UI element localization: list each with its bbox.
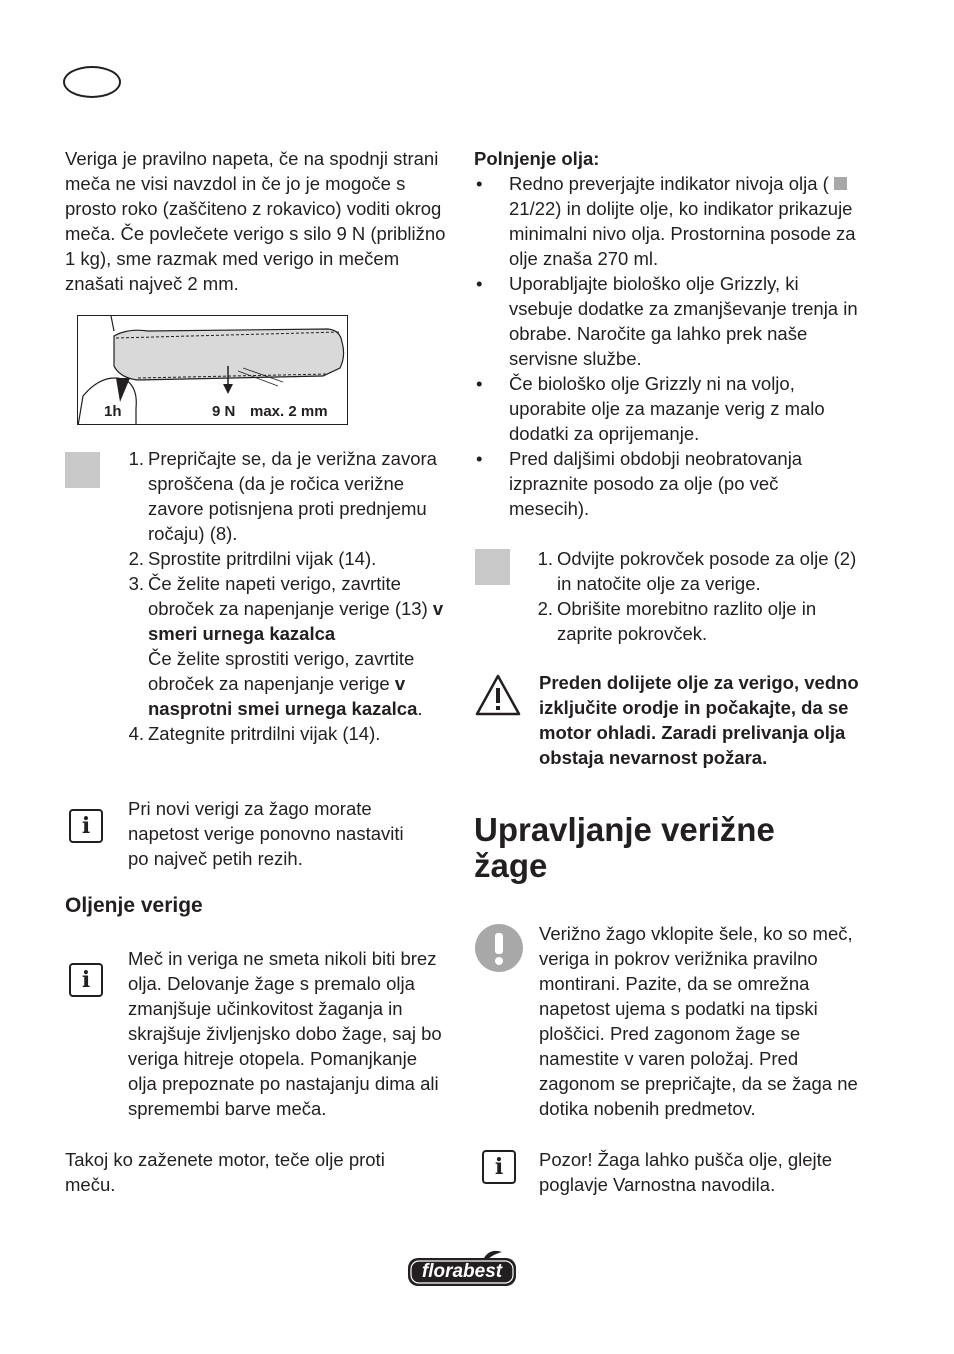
heading-chain-oiling: Oljenje verige [65,894,203,917]
oil-warning: Preden dolijete olje za verigo, vedno izključite orodje in počakajte, da se motor ohladi. Zaradi prelivanja olja obstaja nevarnost požara. [539,672,859,768]
heading-oil-filling: Polnjenje olja: [474,148,600,169]
grey-square-icon [834,177,847,190]
warning-triangle-icon [474,673,522,717]
list-item: • Če biološko olje Grizzly ni na voljo, uporabite olje za mazanje verig z malo dodatki za oprijemanje. [476,373,825,444]
info-icon: i [69,963,103,997]
list-item: 2. Obrišite morebitno razlito olje in zaprite pokrovček. [537,598,817,644]
chain-tension-figure [77,315,348,425]
list-item: 1. Odvijte pokrovček posode za olje (2) in natočite olje za verige. [537,548,857,594]
list-item: 3. Če želite napeti verigo, zavrtite obroček za napenjanje verige (13) v smeri urnega kazalca Če želite sprostiti verigo, zavrtite obroček za napenjanje verige v nasprotni smei urnega kazalca. [128,573,444,719]
oil-leak-info: Pozor! Žaga lahko pušča olje, glejte poglavje Varnostna navodila. [539,1149,833,1195]
oil-flow-note: Takoj ko zaženete motor, teče olje proti meču. [65,1149,385,1195]
info-icon: i [69,809,103,843]
operation-notice: Verižno žago vklopite šele, ko so meč, veriga in pokrov verižnika pravilno montirani. Pazite, da se omrežna napetost ujema s podatki na tipski ploščici. Pred zagonom žage se namestite v varen položaj. Pred zagonom se prepričajte, da se žaga ne dotika nobenih predmetov. [539,923,858,1119]
list-item: 2. Sprostite pritrdilni vijak (14). [128,548,377,569]
oil-filling-bullets [476,171,861,521]
heading-chainsaw-operation-2: žage [474,847,548,884]
info-icon: i [482,1150,516,1184]
list-item: • Redno preverjajte indikator nivoja olja ( 21/22) in dolijte olje, ko indikator prikazuje minimalni nivo olja. Prostornina posode za olje znaša 270 ml. [476,173,856,269]
info-new-chain: Pri novi verigi za žago morate napetost verige ponovno nastaviti po največ petih rezih. [128,798,404,869]
list-item: 4. Zategnite pritrdilni vijak (14). [128,723,381,744]
list-item: • Uporabljajte biološko olje Grizzly, ki vsebuje dodatke za zmanjševanje trenja in obrabe. Naročite ga lahko prek naše servisne službe. [476,273,858,369]
list-item: 1. Prepričajte se, da je verižna zavora sproščena (da je ročica verižne zavore potisnjena proti prednjemu ročaju) (8). [128,448,437,544]
heading-chainsaw-operation-1: Upravljanje verižne [474,811,775,848]
figure-label-max: max. 2 mm [250,403,328,420]
grey-square-icon [65,452,100,488]
tension-steps [128,446,448,746]
exclamation-circle-icon [474,923,524,973]
language-badge [63,66,121,98]
grey-square-icon [475,549,510,585]
logo-text: florabest [421,1261,503,1282]
oil-filling-steps [537,546,857,646]
info-oil: Meč in veriga ne smeta nikoli biti brez olja. Delovanje žage s premalo olja zmanjšuje učinkovitost žaganja in skrajšuje življenjsko dobo žage, saj bo veriga hitreje otopela. Pomanjkanje olja prepoznate po nastajanju dima ali spremembi barve meča. [128,948,442,1119]
florabest-logo [406,1250,518,1288]
list-item: • Pred daljšimi obdobji neobratovanja izpraznite posodo za olje (po več mesecih). [476,448,803,519]
figure-label-1h: 1h [104,403,122,420]
figure-label-9n: 9 N [212,403,236,420]
tension-intro: Veriga je pravilno napeta, če na spodnji strani meča ne visi navzdol in če jo je mogoče s prosto roko (zaščiteno z rokavico) voditi okrog meča. Če povlečete verigo s silo 9 N (približno 1 kg), sme razmak med verigo in mečem znašati največ 2 mm. [65,148,446,294]
